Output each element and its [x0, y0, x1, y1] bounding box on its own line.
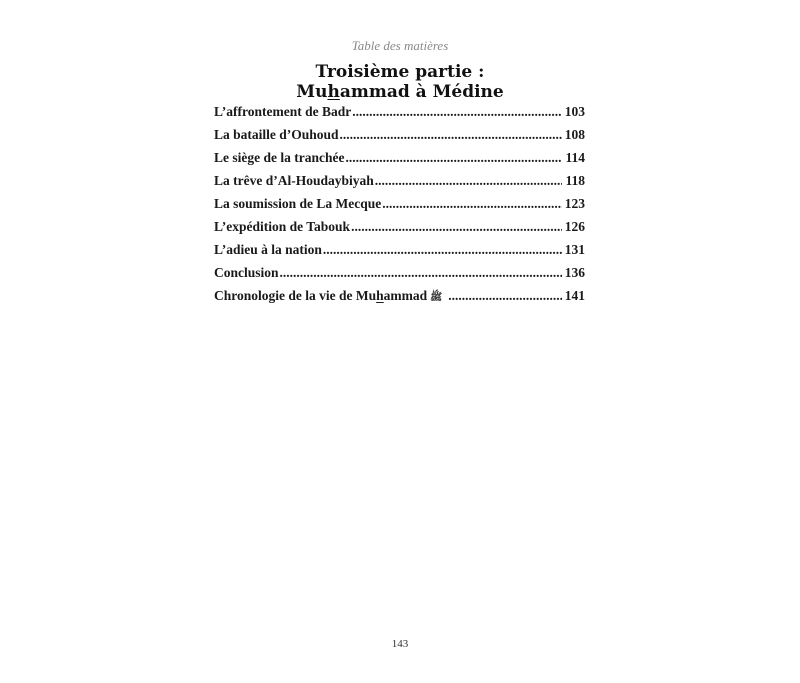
toc-entry[interactable] [214, 196, 585, 219]
toc-entry-title-segment: Chronologie de la vie de Mu [214, 288, 377, 303]
toc-entry[interactable] [214, 242, 585, 265]
toc-entry-title [214, 288, 442, 305]
toc-entry-title: L’adieu à la nation [214, 242, 322, 257]
toc-entry[interactable] [214, 265, 585, 288]
toc-entry[interactable] [214, 150, 585, 173]
dot-leader [448, 288, 562, 304]
toc-entry[interactable] [214, 104, 585, 127]
toc-entry-title: Conclusion [214, 265, 279, 280]
toc-entry-title: La bataille d’Ouhoud [214, 127, 339, 142]
table-of-contents [214, 104, 585, 311]
dot-leader [352, 104, 562, 120]
toc-entry-page: 126 [564, 219, 585, 234]
toc-entry-page: 131 [564, 242, 585, 257]
toc-entry-page: 103 [564, 104, 585, 119]
dot-leader [340, 127, 562, 143]
toc-entry-page: 114 [565, 150, 585, 165]
toc-entry-page: 108 [564, 127, 585, 142]
toc-entry-page: 123 [564, 196, 585, 211]
toc-entry[interactable] [214, 219, 585, 242]
dot-leader [345, 150, 562, 166]
toc-entry-title: La soumission de La Mecque [214, 196, 382, 211]
toc-entry-page: 118 [565, 173, 585, 188]
part-title-line-1: Troisième partie : [315, 62, 485, 82]
part-title-underlined-letter: h [327, 82, 340, 102]
running-header: Table des matières [351, 38, 449, 53]
part-title [0, 62, 800, 102]
toc-entry-page: 141 [564, 288, 585, 303]
page-number: 143 [391, 638, 409, 650]
toc-entry[interactable] [214, 173, 585, 196]
honorific-symbol: ﷺ [430, 292, 443, 303]
toc-entry[interactable] [214, 127, 585, 150]
part-title-line-2 [0, 82, 800, 102]
dot-leader [323, 242, 562, 258]
toc-entry-title: La trêve d’Al-Houdaybiyah [214, 173, 374, 188]
toc-entry[interactable] [214, 288, 585, 311]
part-title-segment: Mu [296, 82, 328, 102]
toc-entry-title-segment: ammad [383, 288, 428, 303]
dot-leader [375, 173, 562, 189]
dot-leader [382, 196, 561, 212]
toc-entry-title: Le siège de la tranchée [214, 150, 345, 165]
dot-leader [280, 265, 562, 281]
dot-leader [351, 219, 562, 235]
toc-entry-underlined-letter: h [376, 288, 384, 303]
toc-entry-title: L’expédition de Tabouk [214, 219, 351, 234]
toc-entry-title: L’affrontement de Badr [214, 104, 352, 119]
part-title-segment: ammad à Médine [339, 82, 504, 102]
toc-entry-page: 136 [564, 265, 585, 280]
